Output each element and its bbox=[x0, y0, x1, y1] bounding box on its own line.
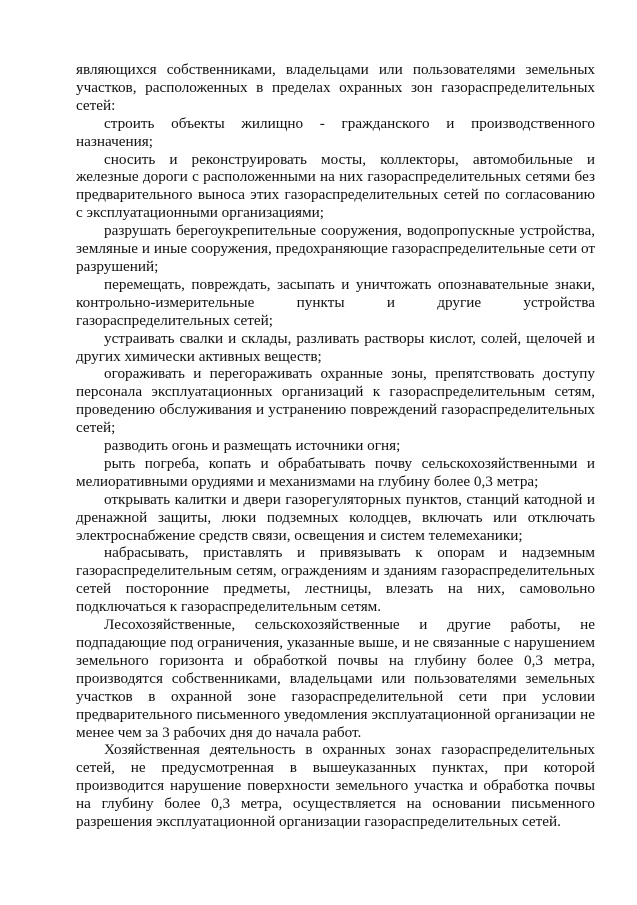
paragraph-forestry-works: Лесохозяйственные, сельскохозяйственные и другие работы, не подпадающие под ограничения, указанные выше, и не связанные с нарушением земельного горизонта и обработкой почвы на глубину более 0,3 метра, производятся собственниками, владельцами или пользователями земельных участков в охранной зоне газораспределительной сети при условии предварительного письменного уведомления эксплуатационной организации не менее чем за 3 рабочих дня до начала работ. bbox=[76, 616, 595, 741]
list-item-attaching: набрасывать, приставлять и привязывать к опорам и надземным газораспределительным сетям, ограждениям и зданиям газораспределительных сетей посторонние предметы, лестницы, влезать на них, самовольно подключаться к газораспределительным сетям. bbox=[76, 544, 595, 616]
list-item-doors: открывать калитки и двери газорегуляторных пунктов, станций катодной и дренажной защиты, люки подземных колодцев, включать или отключать электроснабжение средств связи, освещения и систем телемеханики; bbox=[76, 490, 595, 544]
list-item-dumps: устраивать свалки и склады, разливать растворы кислот, солей, щелочей и других химически активных веществ; bbox=[76, 329, 595, 365]
list-item-demolition: сносить и реконструировать мосты, коллекторы, автомобильные и железные дороги с расположенными на них газораспределительных сетями без предварительного выноса этих газораспределительных сетей по согласованию с эксплуатационными организациями; bbox=[76, 150, 595, 222]
list-item-signs: перемещать, повреждать, засыпать и уничтожать опознавательные знаки, контрольно-измерительные пункты и другие устройства газораспределительных сетей; bbox=[76, 275, 595, 329]
paragraph-economic-activity: Хозяйственная деятельность в охранных зонах газораспределительных сетей, не предусмотренная в вышеуказанных пунктах, при которой производится нарушение поверхности земельного участка и обработка почвы на глубину более 0,3 метра, осуществляется на основании письменного разрешения эксплуатационной организации газораспределительных сетей. bbox=[76, 741, 595, 831]
list-item-fire: разводить огонь и размещать источники огня; bbox=[104, 437, 401, 455]
list-item-destroy-structures: разрушать берегоукрепительные сооружения, водопропускные устройства, земляные и иные сооружения, предохраняющие газораспределительные сети от разрушений; bbox=[76, 222, 595, 275]
list-item-construction: строить объекты жилищно - гражданского и производственного назначения; bbox=[76, 114, 595, 150]
list-item-digging: рыть погреба, копать и обрабатывать почву сельскохозяйственными и мелиоративными орудиями и механизмами на глубину более 0,3 метра; bbox=[76, 454, 595, 490]
list-item-fencing: огораживать и перегораживать охранные зоны, препятствовать доступу персонала эксплуатационных организаций к газораспределительным сетям, проведению обслуживания и устранению повреждений газораспределительных сетей; bbox=[76, 365, 595, 437]
paragraph-intro: являющихся собственниками, владельцами или пользователями земельных участков, расположенных в пределах охранных зон газораспределительных сетей: bbox=[76, 61, 595, 114]
document-page bbox=[76, 61, 595, 831]
